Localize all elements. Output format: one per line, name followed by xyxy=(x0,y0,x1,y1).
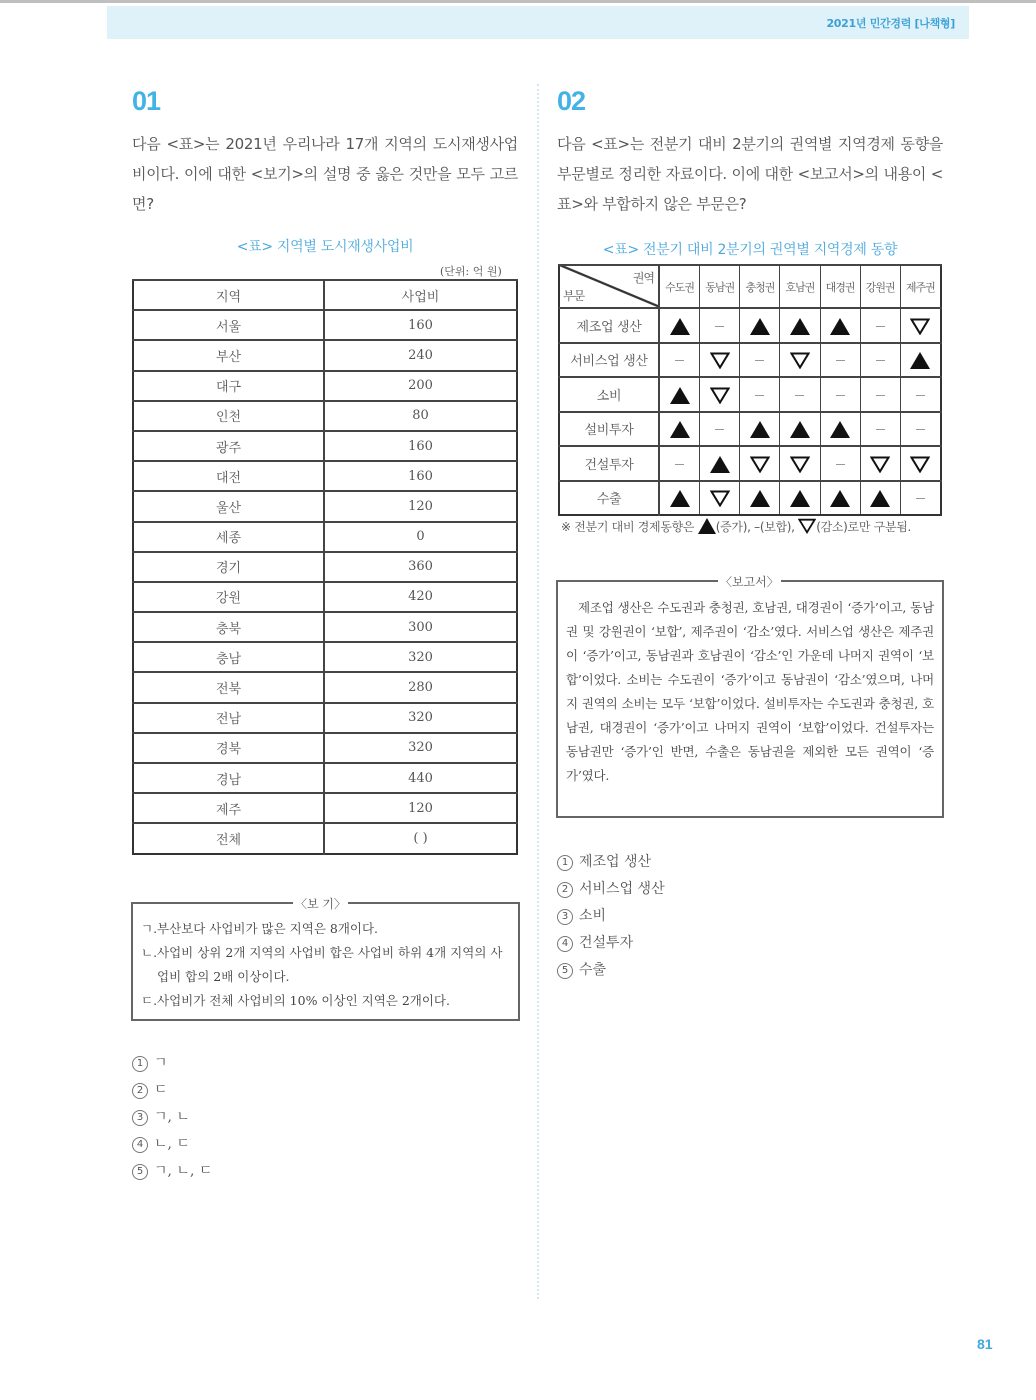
running-header xyxy=(107,6,969,39)
dash-icon xyxy=(876,395,885,396)
sector-cell: 설비투자 xyxy=(559,412,659,447)
region-header: 동남권 xyxy=(700,265,740,308)
table-row xyxy=(559,446,941,481)
down-triangle-icon xyxy=(710,490,730,507)
choice-number: 1 xyxy=(557,855,573,871)
up-triangle-icon xyxy=(750,318,770,335)
up-triangle-icon xyxy=(790,421,810,438)
choice-text: 수출 xyxy=(579,962,607,978)
dash-icon xyxy=(795,395,804,396)
trend-cell xyxy=(900,377,941,412)
page-number: 81 xyxy=(977,1336,993,1352)
region-cell: 대전 xyxy=(133,461,324,491)
budget-cell: 440 xyxy=(324,763,517,793)
trend-cell xyxy=(780,446,820,481)
q2-table-caption: <표> 전분기 대비 2분기의 권역별 지역경제 동향 xyxy=(602,242,898,258)
choice-number: 5 xyxy=(132,1164,148,1180)
bogi-marker: ㄷ. xyxy=(141,993,158,1008)
budget-cell: 200 xyxy=(324,371,517,401)
dash-icon xyxy=(876,429,885,430)
table-header-row xyxy=(133,280,517,310)
table-row xyxy=(133,582,517,612)
bogi-list xyxy=(133,904,518,1013)
trend-cell xyxy=(700,343,740,378)
trend-cell xyxy=(700,308,740,343)
region-header: 제주권 xyxy=(900,265,941,308)
region-header: 호남권 xyxy=(780,265,820,308)
choice-number: 1 xyxy=(132,1056,148,1072)
budget-cell: 240 xyxy=(324,340,517,370)
choice-text: ㄱ, ㄴ xyxy=(154,1109,190,1125)
region-cell: 대구 xyxy=(133,371,324,401)
trend-cell xyxy=(740,412,780,447)
choice-number: 2 xyxy=(557,882,573,898)
trend-cell xyxy=(820,377,860,412)
table-row xyxy=(133,461,517,491)
table-row xyxy=(559,308,941,343)
trend-cell xyxy=(780,308,820,343)
down-triangle-icon xyxy=(870,456,890,473)
trend-cell xyxy=(860,308,900,343)
column-divider xyxy=(537,84,539,1299)
choice-number: 4 xyxy=(132,1137,148,1153)
down-triangle-icon xyxy=(790,456,810,473)
up-triangle-icon xyxy=(830,318,850,335)
down-triangle-icon xyxy=(798,518,816,534)
up-triangle-icon xyxy=(910,352,930,369)
table-row xyxy=(133,642,517,672)
table-row xyxy=(133,491,517,521)
trend-cell xyxy=(820,446,860,481)
table-row xyxy=(559,412,941,447)
trend-cell xyxy=(659,308,700,343)
budget-cell: 120 xyxy=(324,793,517,823)
up-triangle-icon xyxy=(670,387,690,404)
up-triangle-icon xyxy=(670,490,690,507)
note-up-label: (증가), xyxy=(715,520,755,534)
trend-cell xyxy=(860,377,900,412)
budget-cell: 320 xyxy=(324,642,517,672)
table-row xyxy=(133,371,517,401)
choice-text: ㄷ xyxy=(154,1082,168,1098)
header-title: 2021년 민간경력 [나책형] xyxy=(826,17,955,30)
down-triangle-icon xyxy=(790,352,810,369)
budget-cell: 420 xyxy=(324,582,517,612)
dash-icon xyxy=(836,395,845,396)
budget-cell: 280 xyxy=(324,672,517,702)
choice-text: 건설투자 xyxy=(579,935,634,951)
trend-cell xyxy=(900,446,941,481)
choice-text: ㄱ, ㄴ, ㄷ xyxy=(154,1163,213,1179)
table-row xyxy=(133,431,517,461)
column-header: 사업비 xyxy=(324,280,517,310)
bogi-marker: ㄱ. xyxy=(141,921,158,936)
table-row xyxy=(133,310,517,340)
trend-cell xyxy=(820,308,860,343)
q1-table-caption: <표> 지역별 도시재생사업비 xyxy=(236,239,414,255)
trend-cell xyxy=(780,481,820,516)
choice-text: ㄴ, ㄷ xyxy=(154,1136,190,1152)
up-triangle-icon xyxy=(790,318,810,335)
dash-icon xyxy=(916,395,925,396)
corner-top-label: 권역 xyxy=(632,271,654,285)
choice-number: 5 xyxy=(557,963,573,979)
table-row xyxy=(133,793,517,823)
down-triangle-icon xyxy=(910,456,930,473)
trend-cell xyxy=(900,308,941,343)
choice-number: 3 xyxy=(557,909,573,925)
answer-choice[interactable] xyxy=(132,1077,212,1104)
region-header: 충청권 xyxy=(740,265,780,308)
bogi-item xyxy=(133,989,510,1013)
dash-icon xyxy=(876,360,885,361)
table-row xyxy=(133,401,517,431)
trend-cell xyxy=(740,481,780,516)
trend-cell xyxy=(700,377,740,412)
up-triangle-icon xyxy=(830,421,850,438)
answer-choice[interactable] xyxy=(557,930,665,957)
dash-icon xyxy=(675,464,684,465)
region-cell: 충남 xyxy=(133,642,324,672)
table-row xyxy=(133,703,517,733)
trend-cell xyxy=(700,412,740,447)
dash-icon xyxy=(836,464,845,465)
region-header: 강원권 xyxy=(860,265,900,308)
up-triangle-icon xyxy=(750,421,770,438)
trend-cell xyxy=(740,343,780,378)
choice-number: 2 xyxy=(132,1083,148,1099)
choice-text: 서비스업 생산 xyxy=(579,881,665,897)
up-triangle-icon xyxy=(750,490,770,507)
region-cell: 강원 xyxy=(133,582,324,612)
answer-choice[interactable] xyxy=(557,876,665,903)
answer-choice[interactable] xyxy=(557,957,665,984)
region-cell: 전남 xyxy=(133,703,324,733)
trend-cell xyxy=(659,343,700,378)
region-header: 대경권 xyxy=(820,265,860,308)
up-triangle-icon xyxy=(698,518,716,534)
choice-number: 4 xyxy=(557,936,573,952)
budget-cell: 80 xyxy=(324,401,517,431)
trend-cell xyxy=(860,343,900,378)
table-row xyxy=(133,612,517,642)
table-row xyxy=(559,377,941,412)
table-row xyxy=(133,823,517,853)
q1-choices xyxy=(132,1050,212,1185)
q2-table xyxy=(558,264,942,516)
answer-choice[interactable] xyxy=(132,1050,212,1077)
trend-cell xyxy=(900,412,941,447)
choice-number: 3 xyxy=(132,1110,148,1126)
region-cell: 인천 xyxy=(133,401,324,431)
q2-report-box xyxy=(556,575,944,818)
region-cell: 경북 xyxy=(133,733,324,763)
choice-text: 제조업 생산 xyxy=(579,854,652,870)
bogi-text: 사업비 상위 2개 지역의 사업비 합은 사업비 하위 4개 지역의 사업비 합의 2배 이상이다. xyxy=(157,945,503,984)
down-triangle-icon xyxy=(750,456,770,473)
q1-unit: (단위: 억 원) xyxy=(440,265,502,278)
dash-icon xyxy=(916,429,925,430)
up-triangle-icon xyxy=(670,421,690,438)
region-cell: 전체 xyxy=(133,823,324,853)
budget-cell: ( ) xyxy=(324,823,517,853)
budget-cell: 120 xyxy=(324,491,517,521)
trend-cell xyxy=(659,446,700,481)
dash-icon xyxy=(755,360,764,361)
region-cell: 충북 xyxy=(133,612,324,642)
table-row xyxy=(559,343,941,378)
trend-cell xyxy=(900,481,941,516)
bogi-item xyxy=(133,917,510,941)
q2-stem: 다음 <표>는 전분기 대비 2분기의 권역별 지역경제 동향을 부문별로 정리한 자료이다. 이에 대한 <보고서>의 내용이 <표>와 부합하지 않은 부문은? xyxy=(557,135,943,213)
up-triangle-icon xyxy=(710,456,730,473)
q1-number: 01 xyxy=(132,86,161,116)
answer-choice[interactable] xyxy=(557,903,665,930)
region-cell: 전북 xyxy=(133,672,324,702)
region-cell: 부산 xyxy=(133,340,324,370)
budget-cell: 160 xyxy=(324,310,517,340)
trend-cell xyxy=(820,481,860,516)
trend-cell xyxy=(860,412,900,447)
down-triangle-icon xyxy=(910,318,930,335)
region-cell: 경기 xyxy=(133,552,324,582)
up-triangle-icon xyxy=(870,490,890,507)
trend-cell xyxy=(700,481,740,516)
table-row xyxy=(133,672,517,702)
trend-cell xyxy=(780,343,820,378)
dash-icon xyxy=(836,360,845,361)
budget-cell: 160 xyxy=(324,461,517,491)
trend-cell xyxy=(820,343,860,378)
up-triangle-icon xyxy=(670,318,690,335)
top-rule xyxy=(0,0,1036,3)
q2-number: 02 xyxy=(557,86,586,116)
note-prefix: ※ 전분기 대비 경제동향은 xyxy=(561,520,698,534)
region-cell: 세종 xyxy=(133,522,324,552)
dash-icon xyxy=(876,326,885,327)
trend-cell xyxy=(659,481,700,516)
sector-cell: 수출 xyxy=(559,481,659,516)
region-header: 수도권 xyxy=(659,265,700,308)
dash-icon xyxy=(755,395,764,396)
table-row xyxy=(133,733,517,763)
budget-cell: 320 xyxy=(324,703,517,733)
report-text: 제조업 생산은 수도권과 충청권, 호남권, 대경권이 ‘증가’이고, 동남권 및 강원권이 ‘보합’, 제주권이 ‘감소’였다. 서비스업 생산은 제주권이 ‘증가’이고, 동남권과 호남권이 ‘감소’인 가운데 나머지 권역이 ‘보합’이었다. 소비는 수도권이 ‘증가’이고 동남권이 ‘감소’였으며, 나머지 권역의 소비는 모두 ‘보합’이었다. 설비투자는 수도권과 충청권, 호남권, 대경권이 ‘증가’이고 나머지 권역이 ‘보합’이었다. 건설투자는 동남권만 ‘증가’인 반면, 수출은 동남권을 제외한 모든 권역이 ‘증가’였다. xyxy=(566,600,934,783)
trend-cell xyxy=(860,446,900,481)
corner-bottom-label: 부문 xyxy=(563,289,585,303)
q1-stem: 다음 <표>는 2021년 우리나라 17개 지역의 도시재생사업비이다. 이에 대한 <보기>의 설명 중 옳은 것만을 모두 고르면? xyxy=(132,135,518,213)
dash-icon xyxy=(916,498,925,499)
sector-cell: 건설투자 xyxy=(559,446,659,481)
down-triangle-icon xyxy=(710,352,730,369)
sector-cell: 서비스업 생산 xyxy=(559,343,659,378)
budget-cell: 360 xyxy=(324,552,517,582)
answer-choice[interactable] xyxy=(132,1104,212,1131)
region-cell: 제주 xyxy=(133,793,324,823)
bogi-marker: ㄴ. xyxy=(141,945,158,960)
table-row xyxy=(133,522,517,552)
bogi-item xyxy=(133,941,510,989)
bogi-text: 사업비가 전체 사업비의 10% 이상인 지역은 2개이다. xyxy=(157,993,450,1008)
trend-cell xyxy=(860,481,900,516)
table-row xyxy=(559,481,941,516)
trend-cell xyxy=(820,412,860,447)
bogi-text: 부산보다 사업비가 많은 지역은 8개이다. xyxy=(157,921,379,936)
column-header: 지역 xyxy=(133,280,324,310)
answer-choice[interactable] xyxy=(132,1158,212,1185)
region-cell: 울산 xyxy=(133,491,324,521)
down-triangle-icon xyxy=(710,387,730,404)
choice-text: 소비 xyxy=(579,908,607,924)
trend-cell xyxy=(659,412,700,447)
up-triangle-icon xyxy=(830,490,850,507)
table-row xyxy=(133,763,517,793)
budget-cell: 0 xyxy=(324,522,517,552)
note-flat-label: –(보합), xyxy=(754,520,799,534)
budget-cell: 300 xyxy=(324,612,517,642)
sector-cell: 소비 xyxy=(559,377,659,412)
trend-cell xyxy=(740,377,780,412)
budget-cell: 320 xyxy=(324,733,517,763)
region-cell: 경남 xyxy=(133,763,324,793)
q2-table-note xyxy=(561,516,945,538)
table-row xyxy=(133,552,517,582)
trend-cell xyxy=(700,446,740,481)
report-label: 〈보고서〉 xyxy=(720,575,779,589)
table-row xyxy=(133,340,517,370)
trend-cell xyxy=(659,377,700,412)
table-header-row xyxy=(559,265,941,308)
choice-text: ㄱ xyxy=(154,1055,168,1071)
bogi-label: 〈보 기〉 xyxy=(295,897,346,911)
note-down-label: (감소)로만 구분됨. xyxy=(816,520,912,534)
q1-bogi-box xyxy=(131,897,520,1021)
region-cell: 서울 xyxy=(133,310,324,340)
region-cell: 광주 xyxy=(133,431,324,461)
q1-table xyxy=(132,279,518,855)
answer-choice[interactable] xyxy=(557,849,665,876)
answer-choice[interactable] xyxy=(132,1131,212,1158)
budget-cell: 160 xyxy=(324,431,517,461)
q2-choices xyxy=(557,849,665,984)
up-triangle-icon xyxy=(790,490,810,507)
dash-icon xyxy=(715,326,724,327)
sector-cell: 제조업 생산 xyxy=(559,308,659,343)
dash-icon xyxy=(675,360,684,361)
trend-cell xyxy=(780,377,820,412)
trend-cell xyxy=(780,412,820,447)
trend-cell xyxy=(740,446,780,481)
corner-cell xyxy=(559,265,659,308)
trend-cell xyxy=(900,343,941,378)
trend-cell xyxy=(740,308,780,343)
dash-icon xyxy=(715,429,724,430)
